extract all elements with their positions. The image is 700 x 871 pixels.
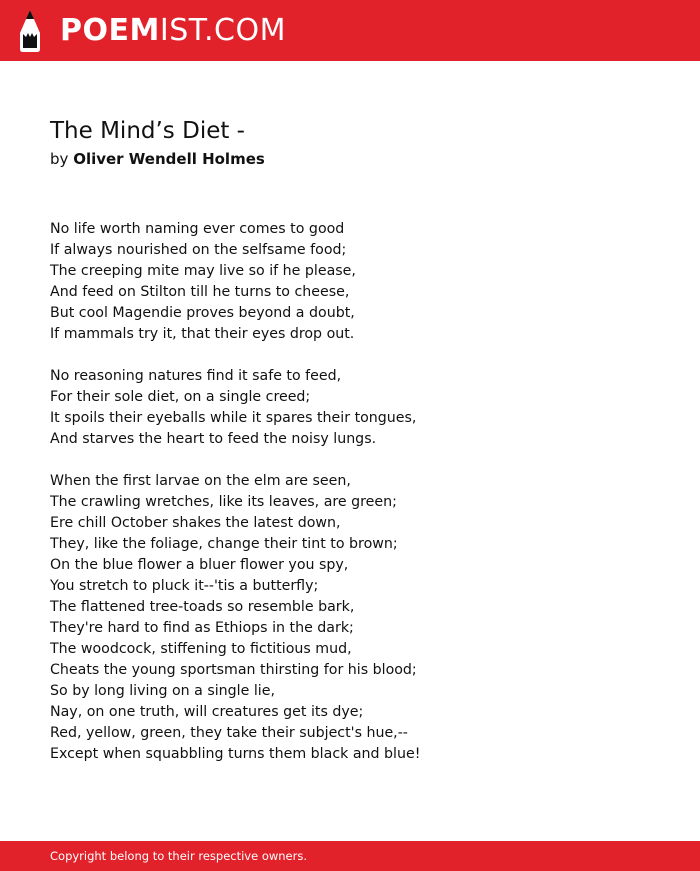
poem-byline (50, 148, 265, 170)
poem-line: On the blue flower a bluer flower you spy, (50, 557, 349, 573)
poem-line: No life worth naming ever comes to good (50, 221, 345, 237)
site-header (0, 0, 700, 61)
poem-line: If always nourished on the selfsame food; (50, 242, 347, 258)
poem-author[interactable]: Oliver Wendell Holmes (73, 150, 265, 168)
stanza-2 (50, 366, 670, 450)
poem-line: The creeping mite may live so if he please, (50, 263, 356, 279)
poem-line: They're hard to find as Ethiops in the dark; (50, 620, 354, 636)
poem-line: The crawling wretches, like its leaves, are green; (50, 494, 397, 510)
stanza-1 (50, 219, 670, 345)
poem-line: Nay, on one truth, will creatures get its dye; (50, 704, 364, 720)
footer-copyright: Copyright belong to their respective owners. (50, 849, 308, 863)
stanza-3 (50, 471, 670, 765)
logo-text-bold: POEM (60, 13, 160, 48)
logo-text-light: IST.COM (159, 13, 286, 48)
poem-line: It spoils their eyeballs while it spares their tongues, (50, 410, 417, 426)
poem-body (50, 219, 670, 786)
poem-line: If mammals try it, that their eyes drop out. (50, 326, 355, 342)
pencil-tip-icon (16, 9, 44, 53)
poem-line: For their sole diet, on a single creed; (50, 389, 311, 405)
poem-line: So by long living on a single lie, (50, 683, 275, 699)
site-logo-text (60, 9, 286, 53)
poem-title: The Mind’s Diet - (50, 118, 245, 144)
poem-line: Red, yellow, green, they take their subject's hue,-- (50, 725, 408, 741)
by-label: by (50, 150, 69, 168)
site-logo[interactable] (16, 9, 286, 53)
site-footer (0, 841, 700, 871)
poem-line: Cheats the young sportsman thirsting for his blood; (50, 662, 417, 678)
poem-line: The woodcock, stiffening to fictitious mud, (50, 641, 352, 657)
poem-line: They, like the foliage, change their tint to brown; (50, 536, 398, 552)
poem-line: Ere chill October shakes the latest down, (50, 515, 341, 531)
poem-line: When the first larvae on the elm are seen, (50, 473, 351, 489)
poem-line: But cool Magendie proves beyond a doubt, (50, 305, 355, 321)
poem-line: And starves the heart to feed the noisy lungs. (50, 431, 377, 447)
poem-line: Except when squabbling turns them black and blue! (50, 746, 421, 762)
poem-line: You stretch to pluck it--'tis a butterfly; (50, 578, 319, 594)
poem-line: The flattened tree-toads so resemble bark, (50, 599, 355, 615)
poem-line: No reasoning natures find it safe to feed, (50, 368, 342, 384)
poem-line: And feed on Stilton till he turns to cheese, (50, 284, 350, 300)
